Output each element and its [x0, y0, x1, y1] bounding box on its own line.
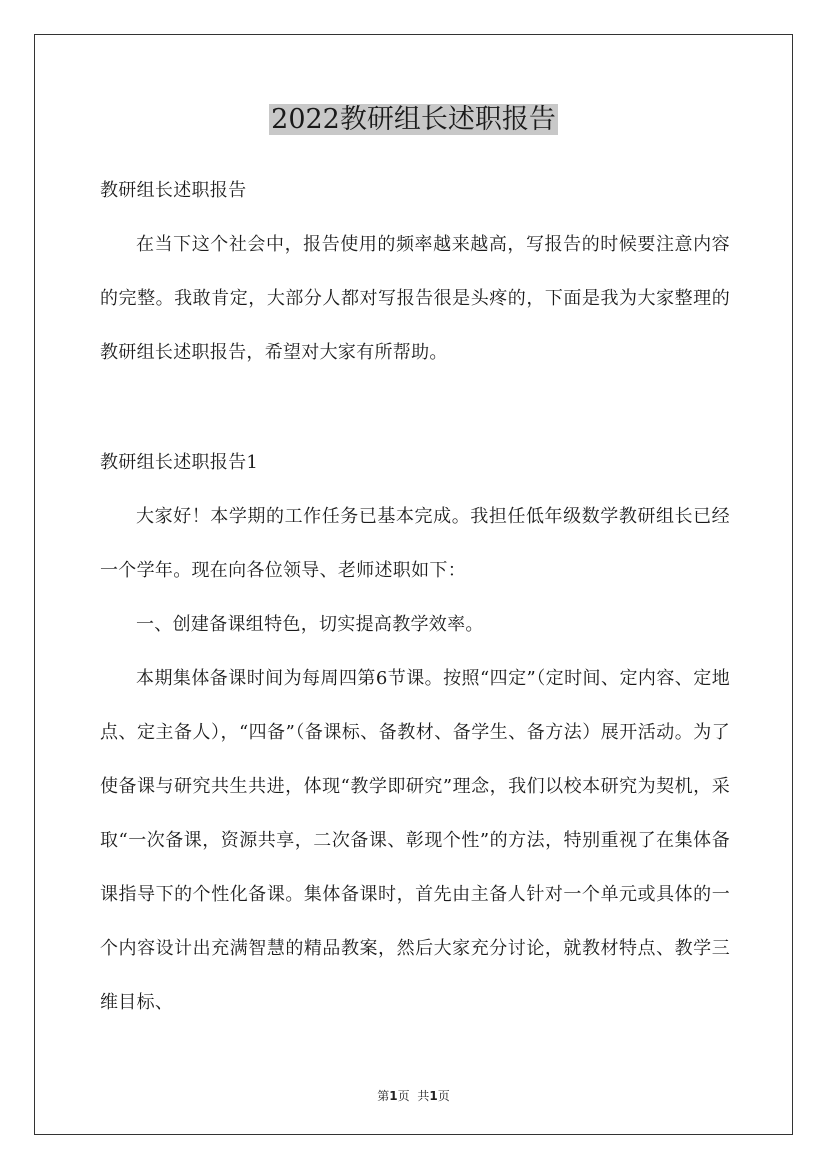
document-title-block — [0, 100, 827, 140]
document-body-section — [100, 436, 730, 1030]
document-body-top — [100, 164, 730, 380]
footer-page-suffix: 页 — [397, 1089, 410, 1103]
footer-page-prefix: 第 — [377, 1089, 390, 1103]
footer-total-number: 1 — [429, 1089, 438, 1103]
footer-total-prefix: 共 — [417, 1089, 430, 1103]
footer-page-number: 1 — [389, 1089, 398, 1103]
footer-total-suffix: 页 — [437, 1089, 450, 1103]
page-footer — [0, 1088, 827, 1104]
document-title: 2022教研组长述职报告 — [271, 104, 556, 135]
point-one-heading: 一、创建备课组特色，切实提高教学效率。 — [136, 614, 484, 635]
lesson-prep-paragraph: 本期集体备课时间为每周四第6节课。按照“四定”（定时间、定内容、定地点、定主备人），“四备”（备课标、备教材、备学生、备方法）展开活动。为了使备课与研究共生共进，体现“教学即研究”理念，我们以校本研究为契机，采取“一次备课，资源共享，二次备课、彰现个性”的方法，特别重视了在集体备课指导下的个性化备课。集体备课时，首先由主备人针对一个单元或具体的一个内容设计出充满智慧的精品教案，然后大家充分讨论，就教材特点、教学三维目标、 — [100, 668, 730, 1013]
intro-paragraph: 在当下这个社会中，报告使用的频率越来越高，写报告的时候要注意内容的完整。我敢肯定，大部分人都对写报告很是头疼的，下面是我为大家整理的教研组长述职报告，希望对大家有所帮助。 — [100, 234, 730, 363]
greeting-paragraph: 大家好！本学期的工作任务已基本完成。我担任低年级数学教研组长已经一个学年。现在向各位领导、老师述职如下： — [100, 506, 730, 581]
section-heading: 教研组长述职报告1 — [100, 452, 259, 473]
document-subtitle: 教研组长述职报告 — [100, 180, 247, 201]
